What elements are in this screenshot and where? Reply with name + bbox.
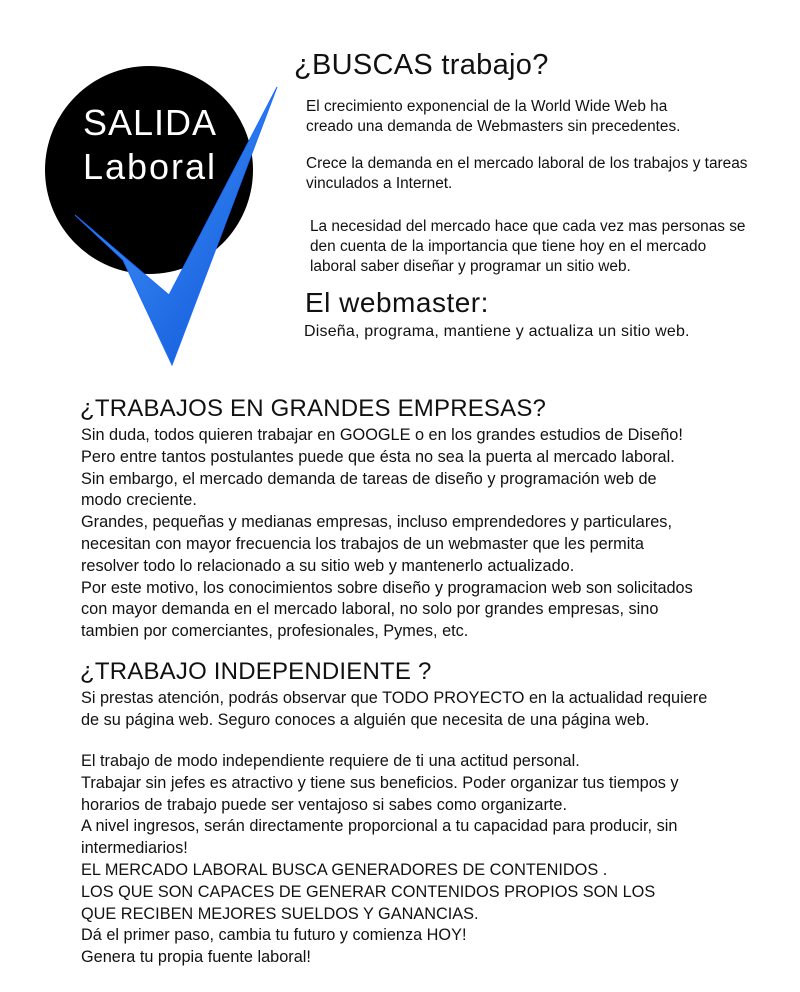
independiente-line: El trabajo de modo independiente requiere de ti una actitud personal. — [81, 752, 580, 770]
independiente-line: horarios de trabajo puede ser ventajoso si sabes como organizarte. — [81, 795, 568, 814]
intro-paragraph-2 — [306, 154, 796, 194]
independiente-line: A nivel ingresos, serán directamente proporcional a tu capacidad para producir, sin — [81, 817, 678, 836]
intro-p3-line: den cuenta de la importancia que tiene hoy en el mercado — [310, 238, 707, 255]
webmaster-heading: El webmaster: — [305, 287, 489, 318]
empresas-line: tambien por comerciantes, profesionales, Pymes, etc. — [81, 622, 469, 641]
empresas-line: con mayor demanda en el mercado laboral, no solo por grandes empresas, sino — [81, 600, 659, 619]
empresas-line: resolver todo lo relacionado a su sitio web y mantenerlo actualizado. — [81, 556, 575, 575]
intro-p2-line: Crece la demanda en el mercado laboral de los trabajos y tareas — [306, 155, 748, 172]
empresas-paragraph — [81, 425, 781, 643]
logo-text-line2: Laboral — [82, 146, 218, 187]
trabajo-independiente-heading: ¿TRABAJO INDEPENDIENTE ? — [80, 658, 432, 685]
independiente-line: LOS QUE SON CAPACES DE GENERAR CONTENIDOS PROPIOS SON LOS — [81, 882, 656, 901]
empresas-line: Por este motivo, los conocimientos sobre diseño y programacion web son solicitados — [81, 578, 693, 597]
buscas-trabajo-heading: ¿BUSCAS trabajo? — [294, 49, 549, 81]
intro-p3-line: La necesidad del mercado hace que cada vez mas personas se — [310, 218, 746, 235]
intro-p3-line: laboral saber diseñar y programar un sitio web. — [310, 258, 631, 275]
independiente-intro-line: de su página web. Seguro conoces a alguién que necesita de una página web. — [81, 710, 650, 729]
independiente-paragraph — [81, 751, 793, 969]
empresas-line: Pero entre tantos postulantes puede que ésta no sea la puerta al mercado laboral. — [81, 447, 675, 466]
empresas-line: necesitan con mayor frecuencia los trabajos de un webmaster que les permita — [81, 534, 644, 553]
intro-p2-line: vinculados a Internet. — [306, 175, 453, 192]
independiente-line: intermediarios! — [81, 839, 188, 858]
independiente-intro-paragraph — [81, 688, 793, 732]
intro-paragraph-1 — [306, 97, 776, 137]
independiente-line: QUE RECIBEN MEJORES SUELDOS Y GANANCIAS. — [81, 904, 479, 923]
webmaster-description: Diseña, programa, mantiene y actualiza un sitio web. — [304, 323, 690, 340]
independiente-line: Dá el primer paso, cambia tu futuro y comienza HOY! — [81, 926, 467, 945]
intro-paragraph-3 — [310, 217, 796, 277]
intro-p1-line: creado una demanda de Webmasters sin precedentes. — [306, 118, 681, 135]
empresas-line: Sin embargo, el mercado demanda de tareas de diseño y programación web de — [81, 469, 657, 488]
empresas-line: Grandes, pequeñas y medianas empresas, incluso emprendedores y particulares, — [81, 513, 672, 532]
independiente-intro-line: Si prestas atención, podrás observar que TODO PROYECTO en la actualidad requiere — [81, 689, 708, 707]
independiente-line: Trabajar sin jefes es atractivo y tiene sus beneficios. Poder organizar tus tiempos y — [81, 773, 679, 792]
empresas-line: Sin duda, todos quieren trabajar en GOOGLE o en los grandes estudios de Diseño! — [81, 426, 683, 444]
independiente-line: EL MERCADO LABORAL BUSCA GENERADORES DE CONTENIDOS . — [81, 860, 608, 879]
trabajos-empresas-heading: ¿TRABAJOS EN GRANDES EMPRESAS? — [80, 395, 547, 422]
empresas-line: modo creciente. — [81, 491, 197, 510]
intro-p1-line: El crecimiento exponencial de la World Wide Web ha — [306, 98, 668, 115]
logo-text-line1: SALIDA — [82, 102, 218, 143]
independiente-line: Genera tu propia fuente laboral! — [81, 948, 311, 967]
